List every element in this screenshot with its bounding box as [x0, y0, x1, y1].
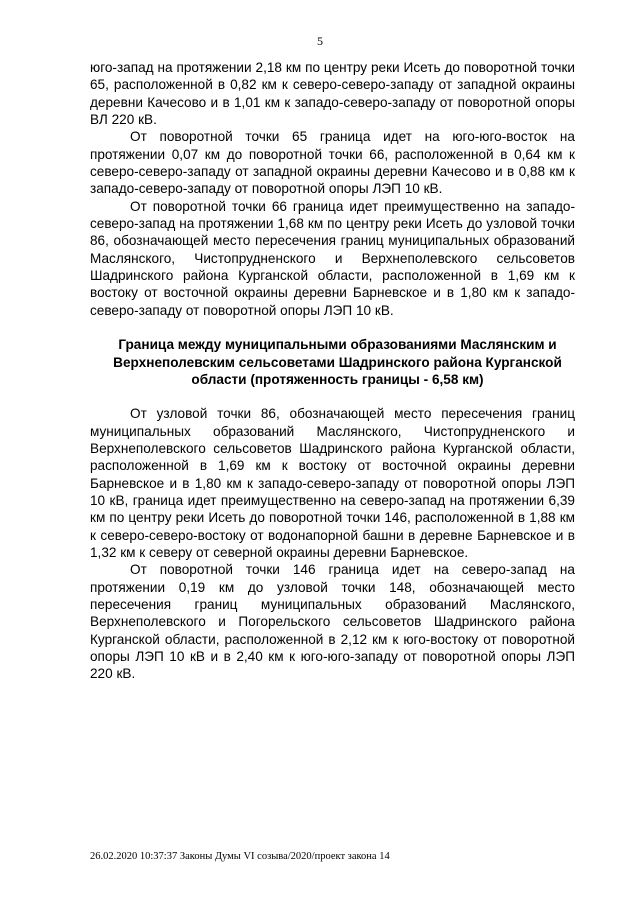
- paragraph: От поворотной точки 146 граница идет на северо-запад на протяжении 0,19 км до узловой точки 148, обозначающей место пересечения границ муниципальных образований Маслянского, Верхнеполевского и Погорельского сельсоветов Шадринского района Курганской области, расположенной в 2,12 км к юго-востоку от поворотной опоры ЛЭП 10 кВ и в 2,40 км к юго-юго-западу от поворотной опоры ЛЭП 220 кВ.: [90, 562, 575, 682]
- paragraph: От поворотной точки 66 граница идет преимущественно на западо-северо-запад на протяжении 1,68 км по центру реки Исеть до узловой точки 86, обозначающей место пересечения границ муниципальных образований Маслянского, Чистопрудненского и Верхнеполевского сельсоветов Шадринского района Курганской области, расположенной в 1,69 км к востоку от восточной окраины деревни Барневское и в 1,80 км к западо-северо-западу от поворотной опоры ЛЭП 10 кВ.: [90, 198, 575, 318]
- page-number: 5: [317, 34, 323, 48]
- document-body: [90, 59, 575, 683]
- paragraph: юго-запад на протяжении 2,18 км по центру реки Исеть до поворотной точки 65, расположенной в 0,82 км к северо-северо-западу от западной окраины деревни Качесово и в 1,01 км к западо-северо-западу от поворотной опоры ВЛ 220 кВ.: [90, 60, 575, 128]
- paragraph: От узловой точки 86, обозначающей место пересечения границ муниципальных образований Маслянского, Чистопрудненского и Верхнеполевского сельсоветов Шадринского района Курганской области, расположенной в 1,69 км к востоку от восточной окраины деревни Барневское и в 1,80 км к западо-северо-западу от поворотной опоры ЛЭП 10 кВ, граница идет преимущественно на северо-запад на протяжении 6,39 км по центру реки Исеть до поворотной точки 146, расположенной в 1,88 км к северо-северо-востоку от водонапорной башни в деревне Барневское и в 1,32 км к северу от северной окраины деревни Барневское.: [90, 406, 575, 560]
- paragraph: От поворотной точки 65 граница идет на юго-юго-восток на протяжении 0,07 км до поворотной точки 66, расположенной в 0,64 км к северо-северо-западу от западной окраины деревни Качесово и в 0,88 км к западо-северо-западу от поворотной опоры ЛЭП 10 кВ.: [90, 129, 575, 197]
- section-heading: Граница между муниципальными образованиями Маслянским и Верхнеполевским сельсоветами Шадринского района Курганской области (протяженность границы - 6,58 км): [113, 337, 562, 387]
- document-footer: 26.02.2020 10:37:37 Законы Думы VI созыва/2020/проект закона 14: [90, 851, 390, 862]
